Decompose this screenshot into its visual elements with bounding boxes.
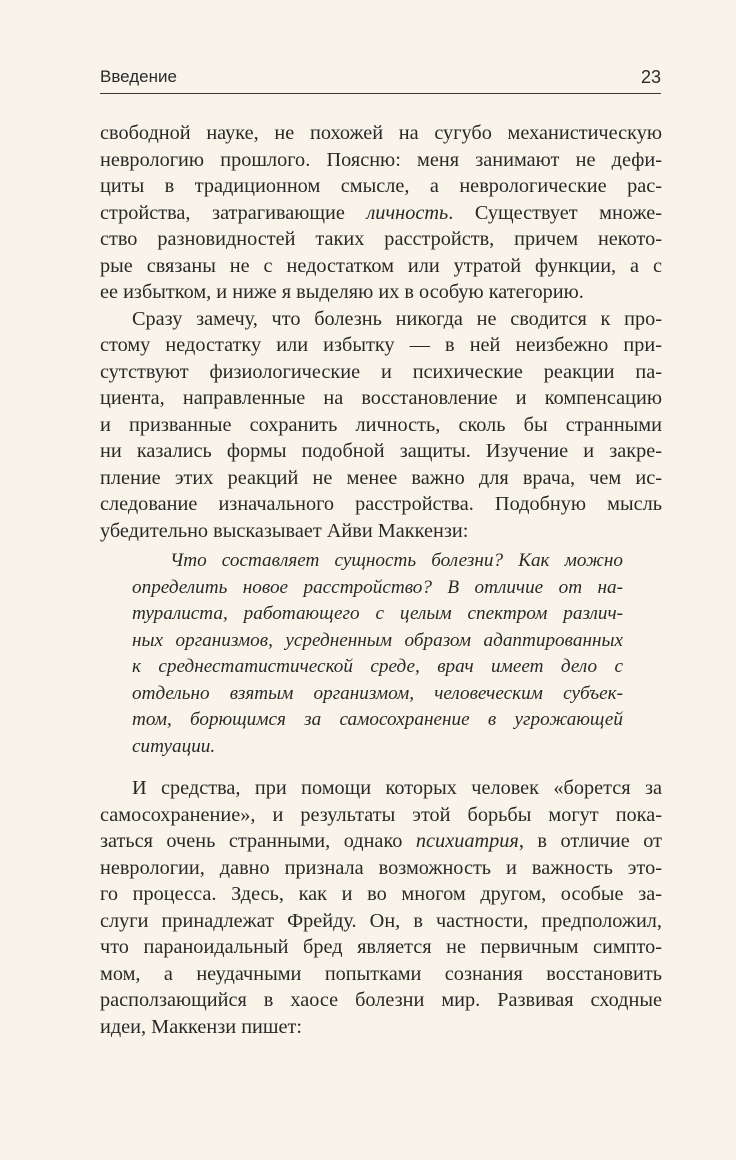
blockquote-line: туралиста, работающего с целым спектром различ- — [132, 603, 623, 624]
blockquote-line: ных организмов, усредненным образом адаптированных — [132, 629, 623, 651]
paragraph-1-line: рые связаны не с недостатком или утратой функции, а с — [100, 254, 662, 277]
paragraph-1-line: циты в традиционном смысле, а неврологические рас- — [100, 175, 662, 197]
paragraph-2-line: убедительно высказывает Айви Маккензи: — [100, 519, 469, 542]
paragraph-2-line: сутствуют физиологические и психические реакции па- — [100, 360, 662, 383]
paragraph-3-line — [100, 828, 662, 854]
header-rule — [100, 93, 661, 94]
text-run: . Существует множе- — [448, 201, 663, 224]
paragraph-2-line: циента, направленные на восстановление и компенсацию — [100, 387, 662, 409]
blockquote-line: определить новое расстройство? В отличие от на- — [132, 576, 623, 598]
blockquote-line: Что составляет сущность болезни? Как можно — [170, 550, 623, 571]
paragraph-1-line: ее избытком, и ниже я выделяю их в особую категорию. — [100, 281, 584, 303]
paragraph-2-line: ни казались формы подобной защиты. Изучение и закре- — [100, 440, 662, 462]
paragraph-2-line: Сразу замечу, что болезнь никогда не сводится к про- — [132, 307, 662, 330]
paragraph-2-line: стому недостатку или избытку — в ней неизбежно при- — [100, 334, 662, 356]
paragraph-2-line: пление этих реакций не менее важно для врача, чем ис- — [100, 466, 662, 489]
paragraph-3-line: расползающийся в хаосе болезни мир. Развивая сходные — [100, 989, 662, 1011]
blockquote-line: отдельно взятым организмом, человеческим субъек- — [132, 682, 623, 704]
paragraph-3-line: неврологии, давно признала возможность и важность это- — [100, 856, 662, 879]
emphasis-term: личность — [366, 201, 449, 224]
blockquote-line: к среднестатистической среде, врач имеет дело с — [132, 656, 623, 677]
paragraph-2-line: следование изначального расстройства. Подобную мысль — [100, 493, 662, 515]
paragraph-1-line: неврологию прошлого. Поясню: меня занимают не дефи- — [100, 148, 662, 171]
paragraph-3-line: идеи, Маккензи пишет: — [100, 1015, 303, 1038]
paragraph-1-line: ство разновидностей таких расстройств, причем некото- — [100, 228, 662, 250]
text-run: , в отличие от — [518, 830, 662, 852]
text-run: заться очень странными, однако — [100, 830, 416, 852]
paragraph-3-line: И средства, при помощи которых человек «борется за — [132, 777, 662, 799]
text-run: стройства, затрагивающие — [100, 201, 367, 224]
paragraph-2-line: и призванные сохранить личность, сколь бы странными — [100, 413, 662, 436]
paragraph-1-line: свободной науке, не похожей на сугубо механистическую — [100, 122, 662, 144]
blockquote-line: том, борющимся за самосохранение в угрожающей — [132, 709, 623, 730]
emphasis-term: психиатрия — [415, 830, 519, 852]
paragraph-3-line: го процесса. Здесь, как и во многом другом, особые за- — [100, 883, 662, 905]
paragraph-3-line: слуги принадлежат Фрейду. Он, в частности, предположил, — [100, 909, 662, 932]
paragraph-3-line: что параноидальный бред является не первичным симпто- — [100, 936, 662, 958]
running-head — [100, 66, 661, 92]
paragraph-3-line: самосохранение», и результаты этой борьбы могут пока- — [100, 803, 662, 826]
paragraph-1-line — [100, 200, 662, 226]
paragraph-3-line: мом, а неудачными попытками сознания восстановить — [100, 962, 662, 985]
section-title: Введение — [100, 67, 177, 86]
page-number: 23 — [640, 67, 661, 87]
blockquote-line: ситуации. — [132, 735, 216, 757]
